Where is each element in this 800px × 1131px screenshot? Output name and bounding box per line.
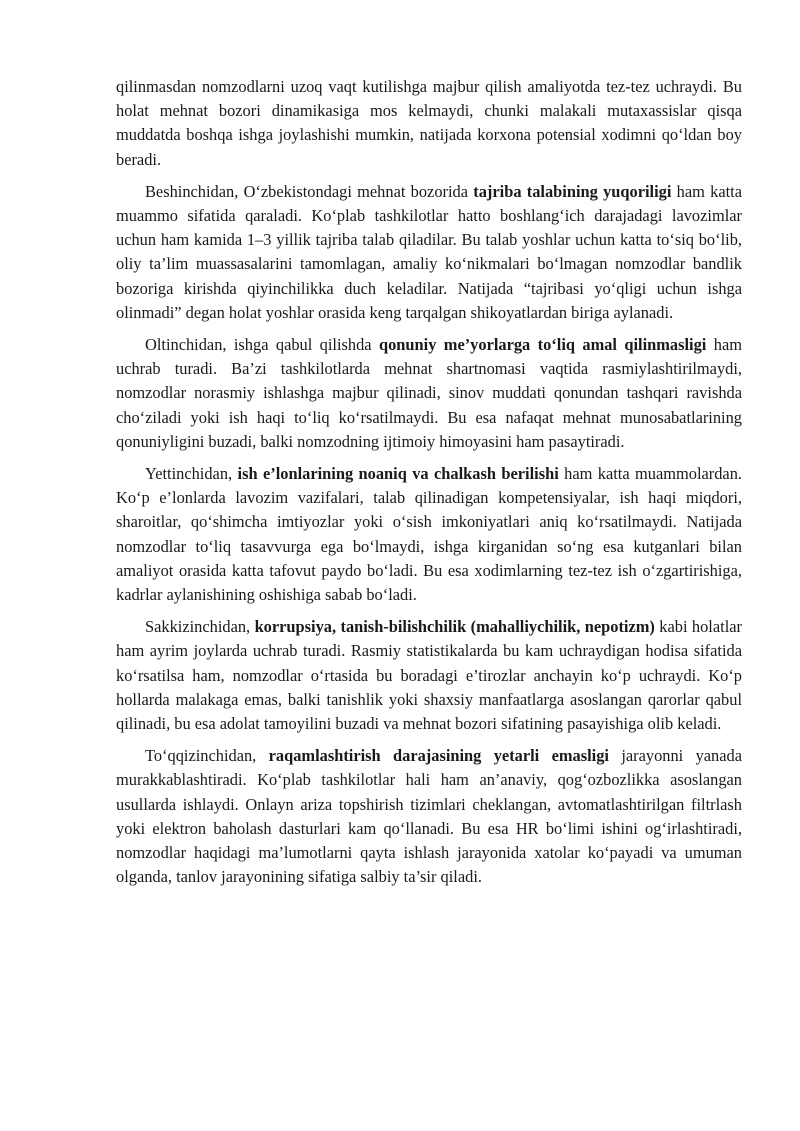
emphasis-text: raqamlashtirish darajasining yetarli emasligi — [268, 746, 609, 766]
paragraph-text: Sakkizinchidan, — [145, 617, 255, 637]
paragraph-text: ham katta muammo sifatida qaraladi. Ko‘plab tashkilotlar hatto boshlang‘ich darajadagi lavozimlar uchun ham kamida 1–3 yillik tajriba talab qiladilar. Bu talab yoshlar uchun katta to‘siq bo‘lib, oliy ta’lim muassasalarini tamomlagan, amaliy ko‘nikmalari bo‘lmagan nomzodlar bandlik bozoriga kirishda qiyinchilikka duch keladilar. Natijada “tajribasi yo‘qligi uchun ishga olinmadi” degan holat yoshlar orasida keng tarqalgan shikoyatlardan biriga aylanadi. — [116, 181, 742, 322]
paragraph-continuation — [116, 75, 742, 172]
paragraph-beshinchidan — [116, 180, 742, 325]
paragraph-text: jarayonni yanada murakkablashtiradi. Ko‘plab tashkilotlar hali ham an’anaviy, qog‘ozbozlikka asoslangan usullarda ishlaydi. Onlayn ariza topshirish tizimlari cheklangan, avtomatlashtirilgan filtrlash yoki elektron baholash dasturlari kam qo‘llanadi. Bu esa HR bo‘limi ishini og‘irlashtiradi, nomzodlar haqidagi ma’lumotlarni qayta ishlash jarayonida xatolar ko‘payadi va umuman olganda, tanlov jarayonining sifatiga salbiy ta’sir qiladi. — [116, 746, 742, 887]
paragraph-text: ham katta muammolardan. Ko‘p e’lonlarda lavozim vazifalari, talab qilinadigan kompetensiyalar, ish haqi miqdori, sharoitlar, qo‘shimcha imtiyozlar yoki o‘sish imkoniyatlari aniq ko‘rsatilmaydi. Natijada nomzodlar to‘liq tasavvurga ega bo‘lmaydi, ishga kirganidan so‘ng esa kutganlari bilan amaliyot orasida katta tafovut paydo bo‘ladi. Bu esa xodimlarning tez-tez ish o‘zgartirishiga, kadrlar aylanishining oshishiga sabab bo‘ladi. — [116, 464, 742, 605]
paragraph-text: Oltinchidan, ishga qabul qilishda — [145, 335, 379, 355]
paragraph-oltinchidan — [116, 333, 742, 454]
document-page — [116, 75, 742, 898]
paragraph-toqqizinchidan — [116, 744, 742, 889]
paragraph-text: kabi holatlar ham ayrim joylarda uchrab turadi. Rasmiy statistikalarda bu kam uchraydigan hodisa sifatida ko‘rsatilsa ham, nomzodlar o‘rtasida bu boradagi e’tirozlar anchayin ko‘p uchraydi. Ko‘p hollarda malakaga emas, balki tanishlik yoki shaxsiy manfaatlarga asoslangan qarorlar qabul qilinadi, bu esa adolat tamoyilini buzadi va mehnat bozori sifatining pasayishiga olib keladi. — [116, 617, 742, 734]
emphasis-text: qonuniy me’yorlarga to‘liq amal qilinmasligi — [378, 335, 707, 355]
paragraph-text: ham uchrab turadi. Ba’zi tashkilotlarda mehnat shartnomasi vaqtida rasmiylashtirilmaydi, nomzodlar norasmiy ishlashga majbur qilinadi, sinov muddati qonundan tashqari ravishda cho‘ziladi yoki ish haqi to‘liq ko‘rsatilmaydi. Bu esa nafaqat mehnat munosabatlarining qonuniyligini buzadi, balki nomzodning ijtimoiy himoyasini ham pasaytiradi. — [116, 335, 742, 451]
paragraph-text: To‘qqizinchidan, — [145, 746, 269, 766]
paragraph-yettinchidan — [116, 462, 742, 607]
emphasis-text: korrupsiya, tanish-bilishchilik (mahalliychilik, nepotizm) — [254, 617, 655, 637]
emphasis-text: tajriba talabining yuqoriligi — [473, 181, 672, 201]
paragraph-sakkizinchidan — [116, 615, 742, 736]
paragraph-text: qilinmasdan nomzodlarni uzoq vaqt kutilishga majbur qilish amaliyotda tez-tez uchraydi. Bu holat mehnat bozori dinamikasiga mos kelmaydi, chunki malakali mutaxassislar qisqa muddatda boshqa ishga joylashishi mumkin, natijada korxona potensial xodimni qo‘ldan boy beradi. — [116, 77, 742, 169]
paragraph-text: Beshinchidan, O‘zbekistondagi mehnat bozorida — [145, 181, 474, 201]
paragraph-text: Yettinchidan, — [145, 464, 238, 484]
emphasis-text: ish e’lonlarining noaniq va chalkash berilishi — [237, 464, 559, 484]
